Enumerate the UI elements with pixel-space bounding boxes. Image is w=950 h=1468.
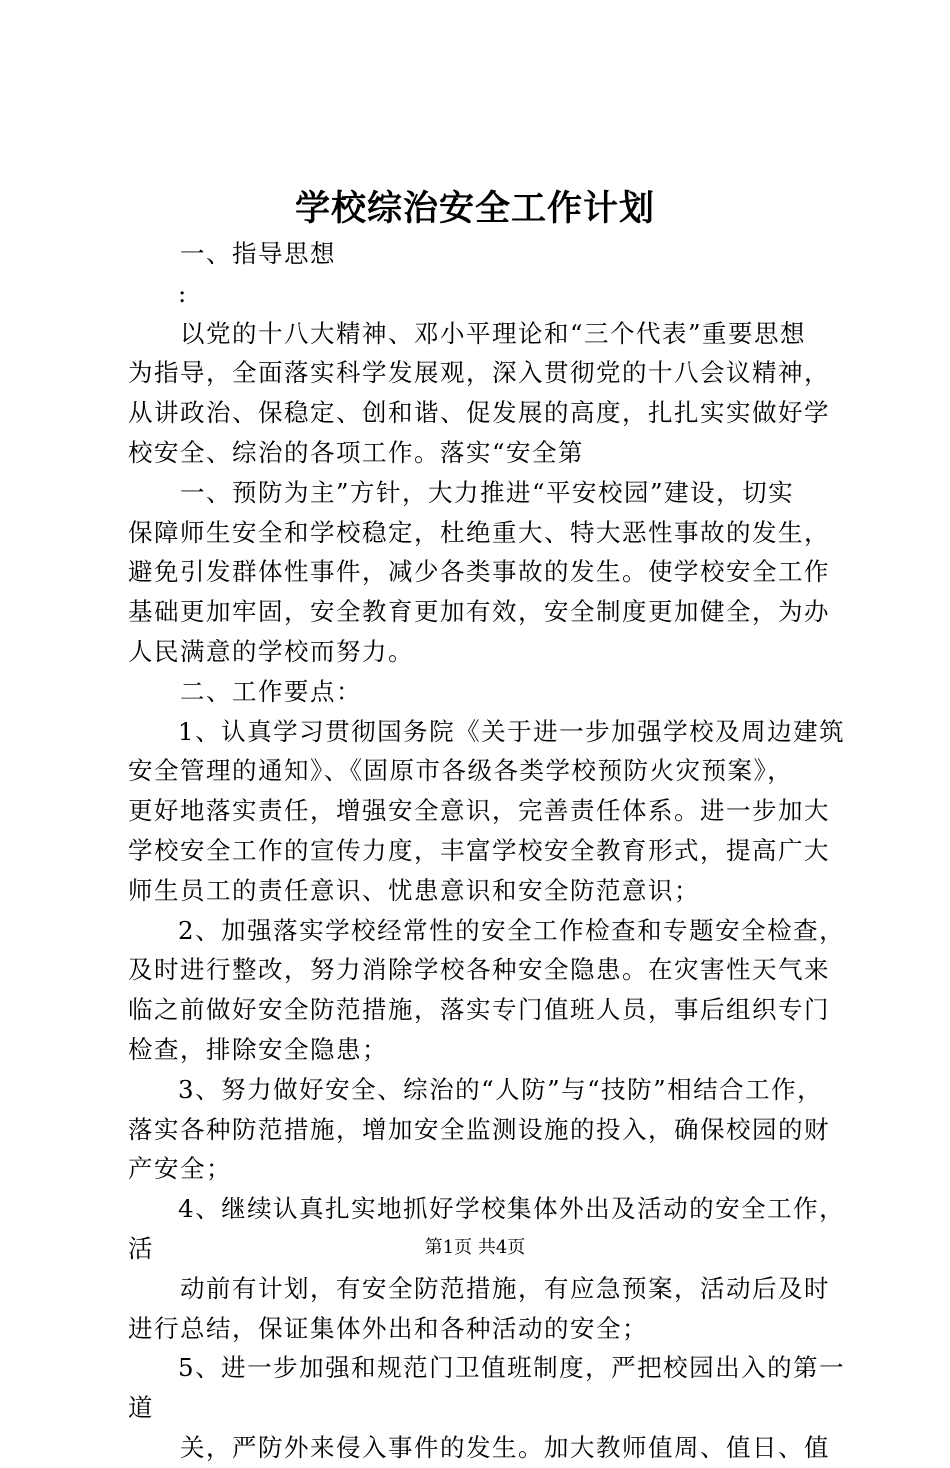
paragraph-line: 基础更加牢固，安全教育更加有效，安全制度更加健全，为办: [128, 597, 830, 627]
paragraph-line: 二、工作要点：: [180, 676, 362, 706]
paragraph-line: 关，严防外来侵入事件的发生。加大教师值周、值日、值: [180, 1432, 830, 1462]
paragraph-line: 更好地落实责任，增强安全意识，完善责任体系。进一步加大: [128, 796, 830, 826]
paragraph-line: :: [178, 278, 188, 308]
paragraph-line: 为指导，全面落实科学发展观，深入贯彻党的十八会议精神，: [128, 358, 830, 388]
paragraph-line: 活: [128, 1233, 154, 1263]
paragraph-line: 保障师生安全和学校稳定，杜绝重大、特大恶性事故的发生，: [128, 517, 830, 547]
paragraph-line: 一、指导思想: [180, 239, 336, 268]
page-number-footer: 第1页 共4页: [424, 1237, 526, 1258]
paragraph-line: 产安全；: [128, 1154, 232, 1184]
paragraph-line: 临之前做好安全防范措施，落实专门值班人员，事后组织专门: [128, 995, 830, 1025]
paragraph-line: 从讲政治、保稳定、创和谐、促发展的高度，扎扎实实做好学: [128, 398, 830, 428]
document-body: [128, 234, 846, 1468]
paragraph-line: 校安全、综治的各项工作。落实“安全第: [128, 437, 585, 467]
paragraph-line: 3、努力做好安全、综治的“人防”与“技防”相结合工作，: [178, 1074, 824, 1104]
paragraph-line: 及时进行整改，努力消除学校各种安全隐患。在灾害性天气来: [128, 955, 830, 985]
paragraph-line: 人民满意的学校而努力。: [128, 636, 414, 666]
paragraph-line: 进行总结，保证集体外出和各种活动的安全；: [128, 1313, 648, 1343]
paragraph-line: 5、进一步加强和规范门卫值班制度，严把校园出入的第一: [178, 1353, 846, 1383]
paragraph-line: 检查，排除安全隐患；: [128, 1034, 388, 1064]
paragraph-line: 道: [128, 1393, 154, 1423]
document-title: 学校综治安全工作计划: [294, 188, 655, 229]
paragraph-line: 动前有计划，有安全防范措施，有应急预案，活动后及时: [180, 1273, 830, 1303]
paragraph-line: 安全管理的通知》、《固原市各级各类学校预防火灾预案》，: [128, 756, 794, 786]
paragraph-line: 落实各种防范措施，增加安全监测设施的投入，确保校园的财: [128, 1114, 830, 1144]
paragraph-line: 以党的十八大精神、邓小平理论和“三个代表”重要思想: [180, 318, 807, 348]
paragraph-line: 避免引发群体性事件，减少各类事故的发生。使学校安全工作: [128, 557, 830, 587]
paragraph-line: 学校安全工作的宣传力度，丰富学校安全教育形式，提高广大: [128, 835, 830, 865]
paragraph-line: 一、预防为主”方针，大力推进“平安校园”建设，切实: [180, 477, 795, 507]
paragraph-line: 4、继续认真扎实地抓好学校集体外出及活动的安全工作，: [178, 1194, 846, 1224]
paragraph-line: 2、加强落实学校经常性的安全工作检查和专题安全检查，: [178, 915, 846, 945]
paragraph-line: 师生员工的责任意识、忧患意识和安全防范意识；: [128, 875, 700, 905]
paragraph-line: 1、认真学习贯彻国务院《关于进一步加强学校及周边建筑: [178, 716, 846, 746]
